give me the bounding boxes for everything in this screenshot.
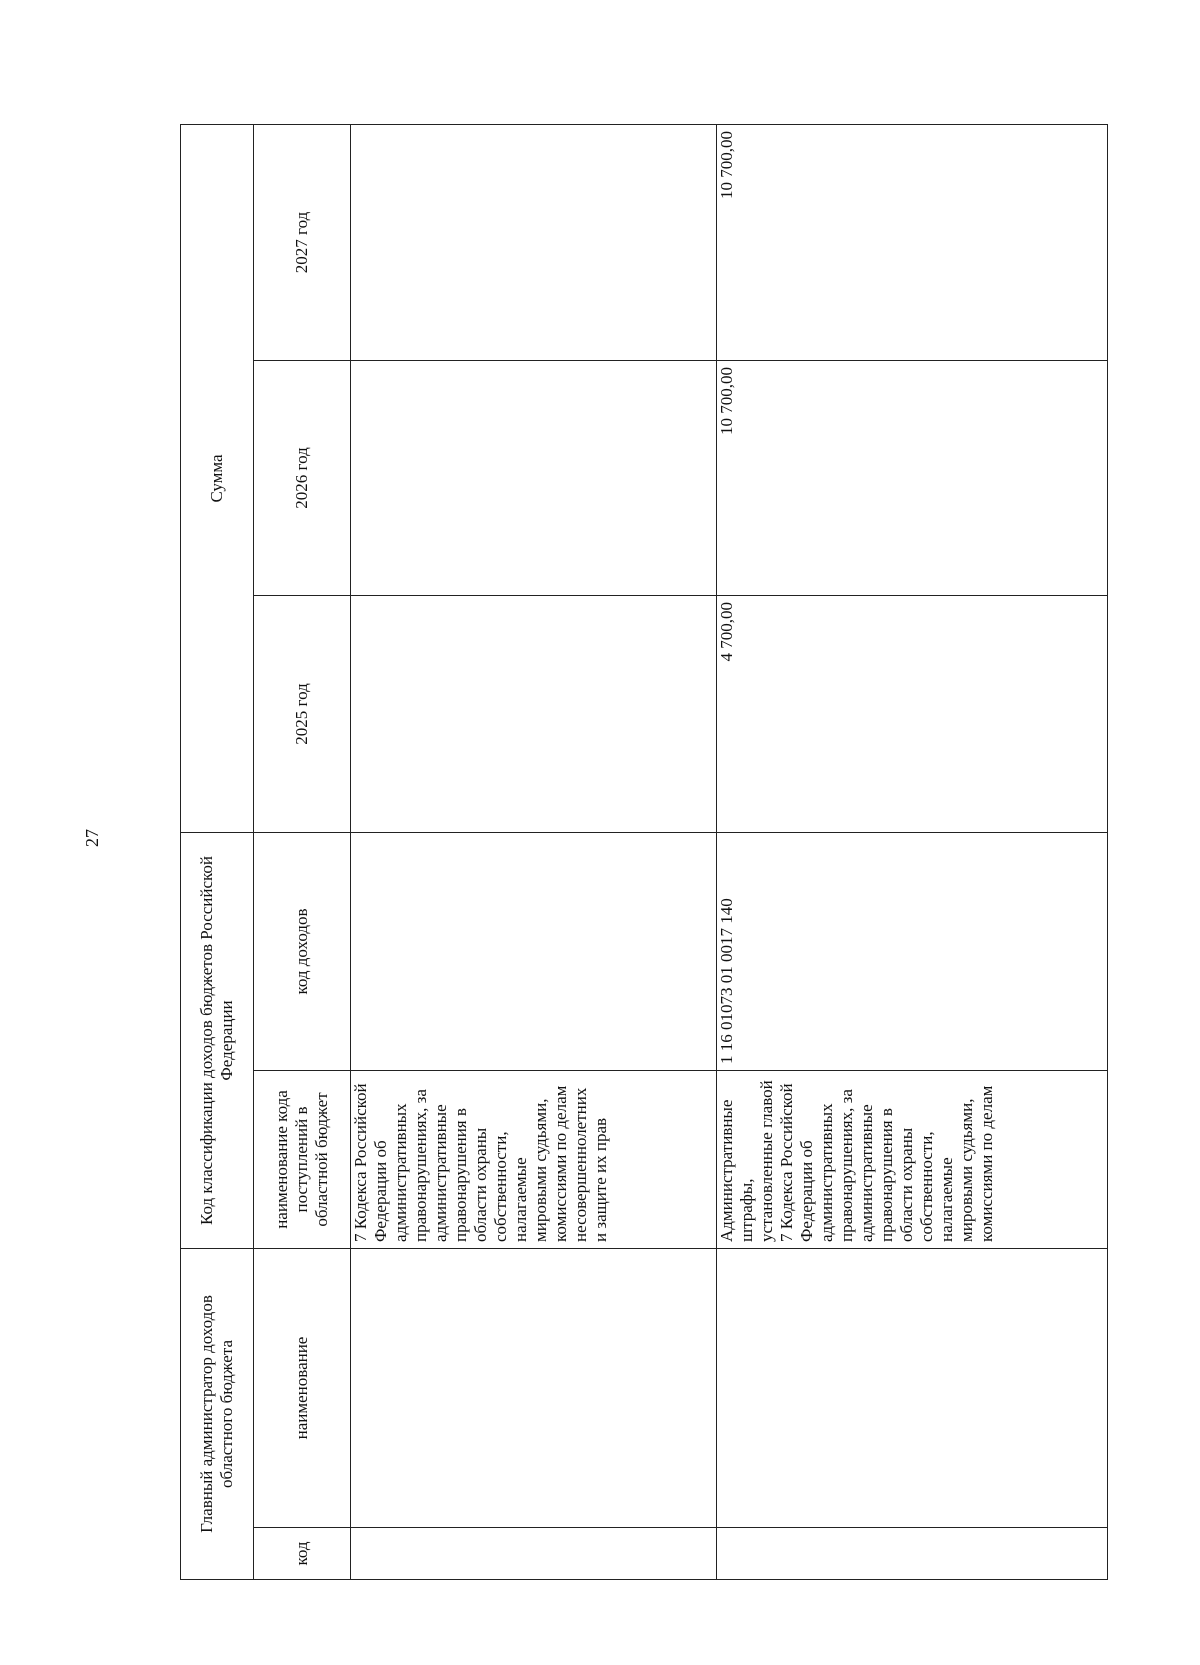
rotated-table-frame bbox=[180, 125, 1115, 1580]
cell-income-code: 1 16 01073 01 0017 140 bbox=[717, 832, 1108, 1070]
header-income-code: код доходов bbox=[254, 832, 351, 1070]
cell-code bbox=[351, 1528, 717, 1580]
cell-2025 bbox=[351, 595, 717, 832]
header-2026: 2026 год bbox=[254, 360, 351, 595]
cell-2027 bbox=[351, 124, 717, 360]
header-admin-group: Главный администратор доходов областного бюджета bbox=[181, 1249, 254, 1580]
header-2027: 2027 год bbox=[254, 124, 351, 360]
table-row bbox=[351, 124, 717, 1579]
cell-2027: 10 700,00 bbox=[717, 124, 1108, 360]
header-receipt-name: наименование кода поступлений в областной бюджет bbox=[254, 1071, 351, 1249]
income-classification-table bbox=[180, 124, 1108, 1580]
page-number: 27 bbox=[82, 829, 102, 847]
cell-2025: 4 700,00 bbox=[717, 595, 1108, 832]
header-sum-group: Сумма bbox=[181, 124, 254, 832]
header-row-columns bbox=[254, 124, 351, 1579]
header-row-group bbox=[181, 124, 254, 1579]
table-row bbox=[717, 124, 1108, 1579]
cell-name bbox=[717, 1249, 1108, 1528]
cell-name bbox=[351, 1249, 717, 1528]
cell-code bbox=[717, 1528, 1108, 1580]
header-name: наименование bbox=[254, 1249, 351, 1528]
cell-receipt-name: Административные штрафы, установленные главой 7 Кодекса Российской Федерации об административных правонарушениях, за административные правонарушения в области охраны собственности, налагаемые мировыми судьями, комиссиями по делам bbox=[717, 1071, 1108, 1249]
cell-receipt-name: 7 Кодекса Российской Федерации об административных правонарушениях, за административные правонарушения в области охраны собственности, налагаемые мировыми судьями, комиссиями по делам несовершеннолетних и защите их прав bbox=[351, 1071, 717, 1249]
header-code: код bbox=[254, 1528, 351, 1580]
cell-income-code bbox=[351, 832, 717, 1070]
header-2025: 2025 год bbox=[254, 595, 351, 832]
table-container bbox=[180, 125, 1115, 1580]
cell-2026: 10 700,00 bbox=[717, 360, 1108, 595]
header-classification-group: Код классификации доходов бюджетов Российской Федерации bbox=[181, 832, 254, 1248]
cell-2026 bbox=[351, 360, 717, 595]
